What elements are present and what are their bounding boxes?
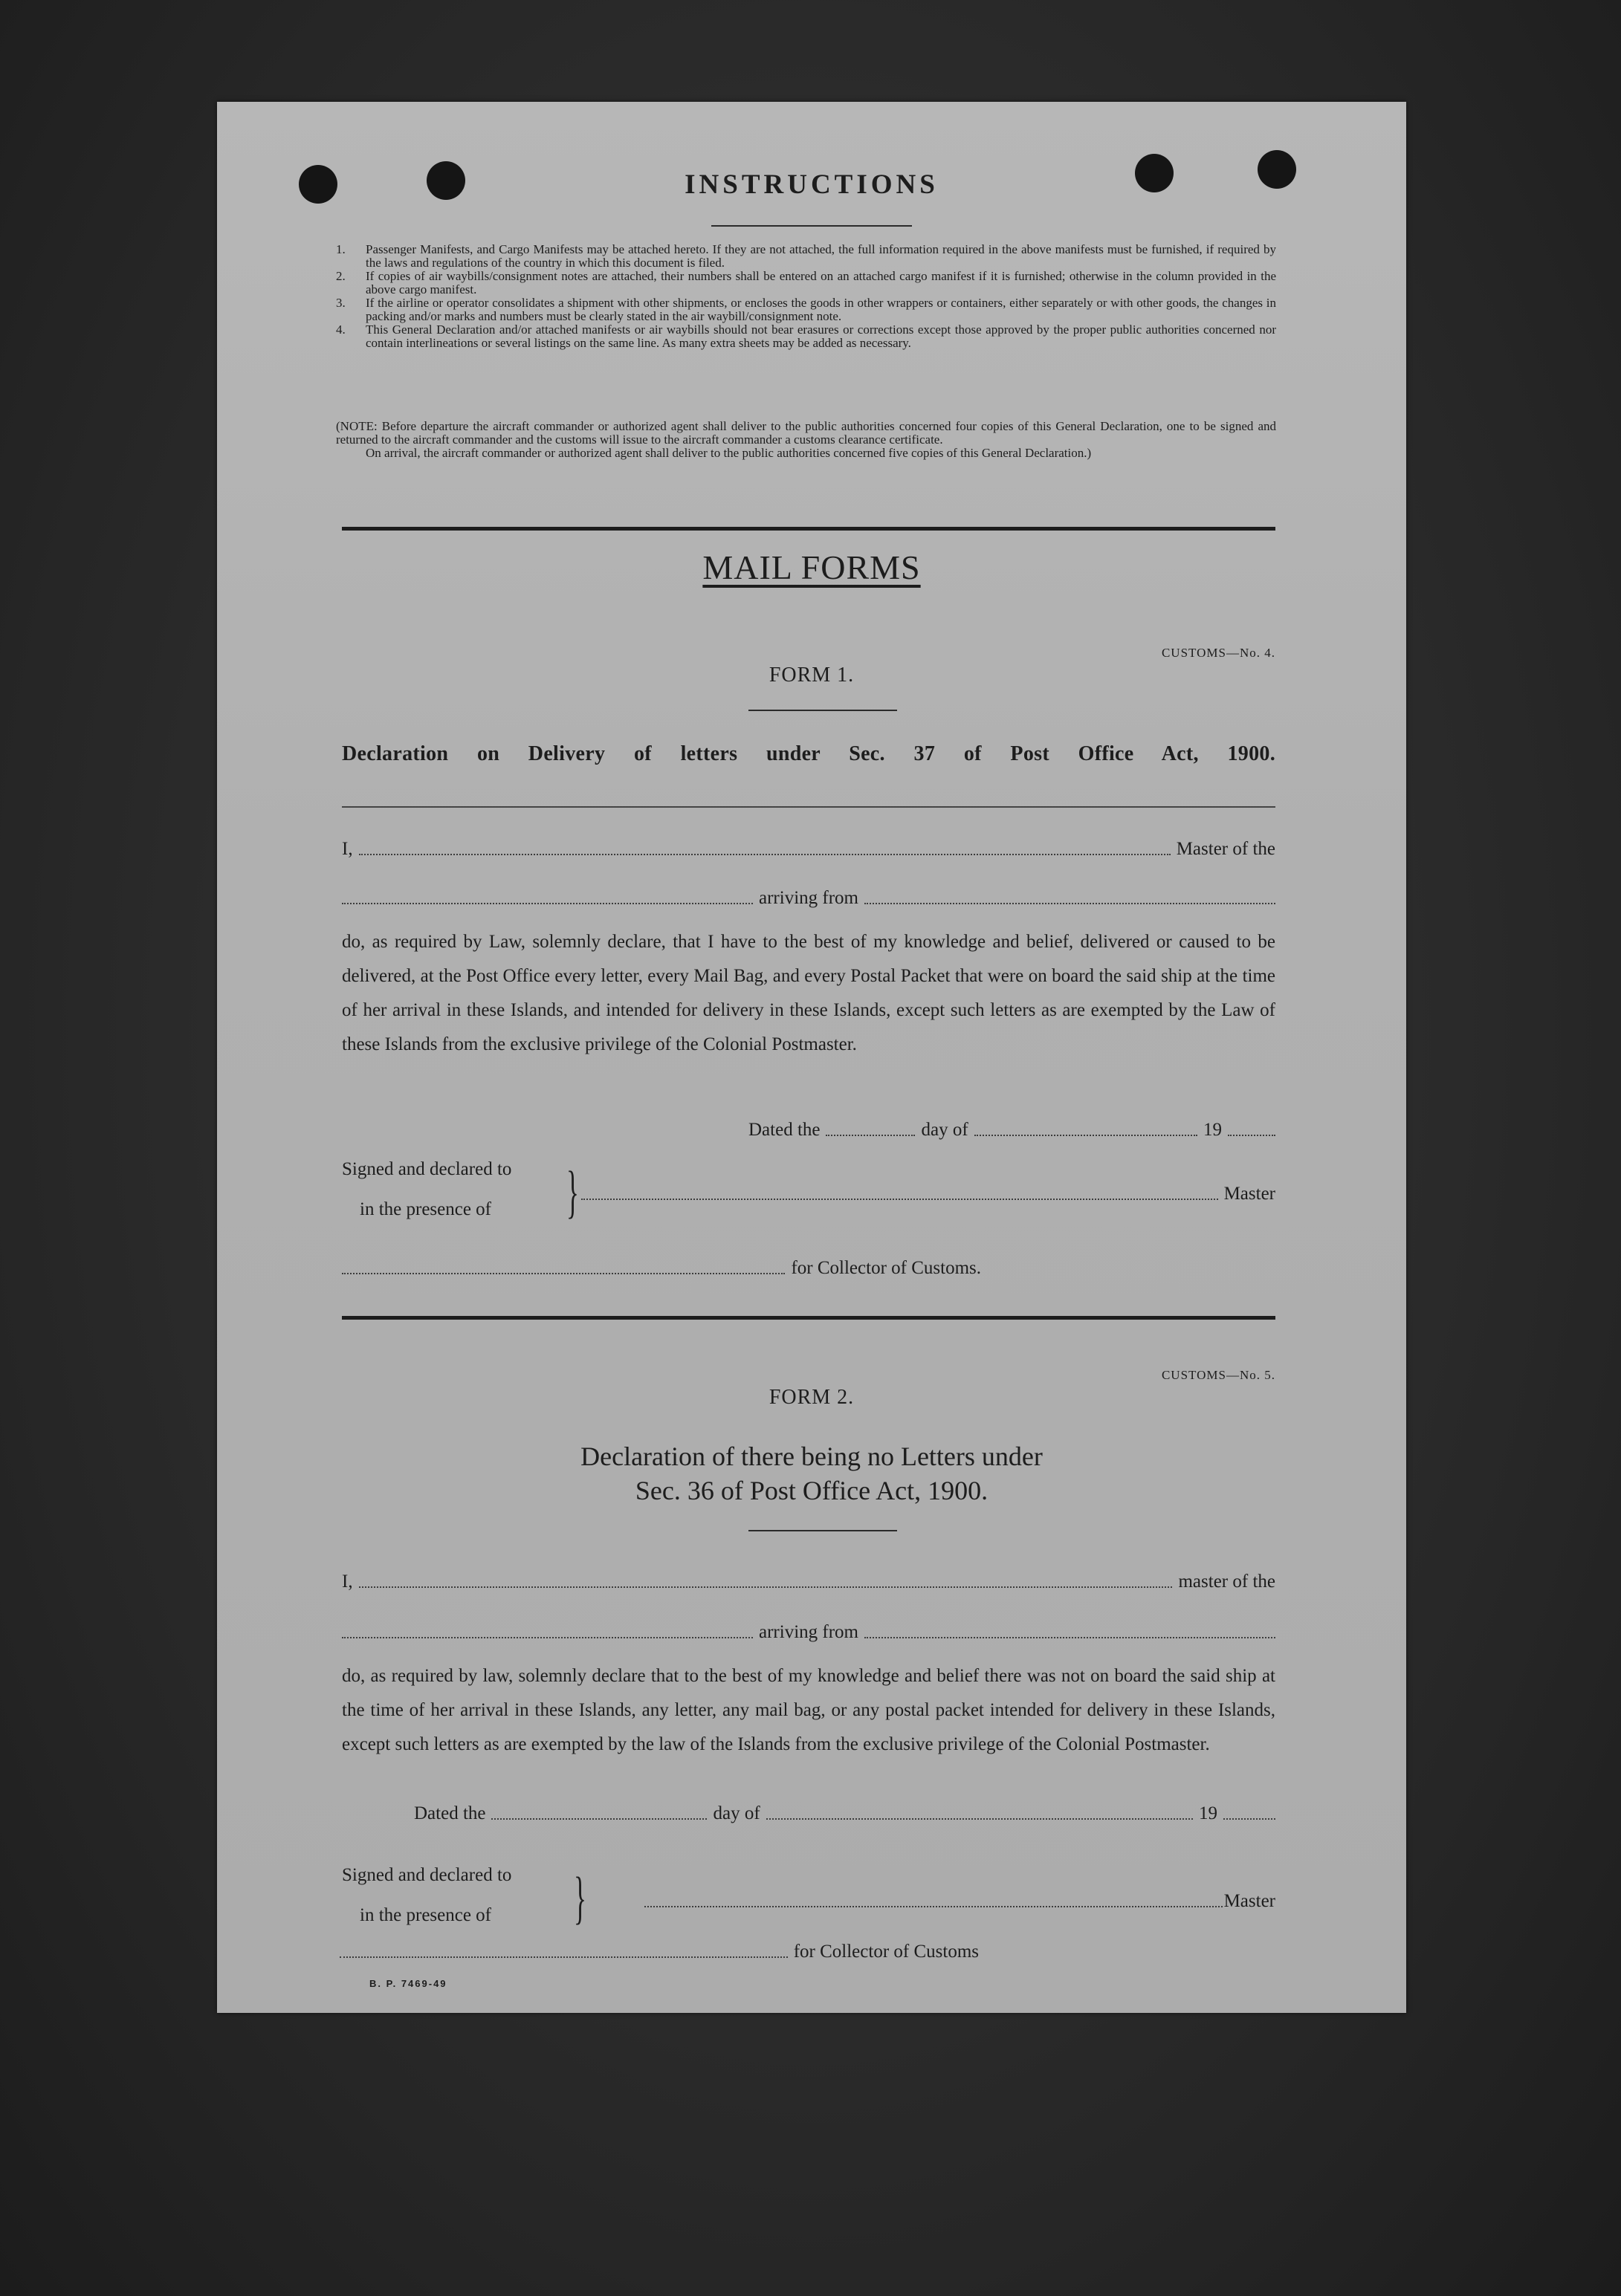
- form2-for-collector: for Collector of Customs: [793, 1942, 979, 1962]
- form2-master-label: Master: [1223, 1891, 1275, 1911]
- form2-name-field[interactable]: [359, 1586, 1173, 1588]
- form1-signed-line2: in the presence of: [360, 1199, 492, 1219]
- form1-ship-field[interactable]: [342, 903, 753, 904]
- document-page: [217, 102, 1406, 2013]
- instructions-note: [336, 420, 1276, 460]
- form1-collector-line: [342, 1258, 981, 1279]
- form1-signed-block: [342, 1149, 511, 1230]
- form2-arriving-from: arriving from: [759, 1622, 858, 1642]
- form1-name-field[interactable]: [359, 854, 1171, 855]
- form1-master-signature-field[interactable]: [581, 1199, 1218, 1200]
- form2-day-of: day of: [713, 1803, 760, 1823]
- form1-year-prefix: 19: [1203, 1120, 1222, 1140]
- form2-ship-line: [342, 1622, 1275, 1643]
- title-underline: [711, 225, 912, 227]
- mail-forms-title: MAIL FORMS: [702, 548, 921, 586]
- note-paragraph: On arrival, the aircraft commander or authorized agent shall deliver to the public authorities concerned five copies of this General Declaration.): [366, 446, 1092, 460]
- footer-print-code: B. P. 7469-49: [369, 1978, 447, 1989]
- form1-declaration-heading: Declaration on Delivery of letters under Sec. 37 of Post Office Act, 1900.: [342, 742, 1275, 765]
- instruction-item: 3. If the airline or operator consolidates a shipment with other shipments, or encloses the goods in other wrappers or containers, either separately or with other goods, the changes in packing and/or marks and numbers must be clearly stated in the air waybill/consignment note.: [336, 296, 1276, 323]
- form2-date-line: [414, 1803, 1275, 1824]
- form2-signed-line1: Signed and declared to: [342, 1865, 512, 1885]
- form2-month-field[interactable]: [766, 1818, 1193, 1820]
- form2-collector-line: [340, 1942, 979, 1962]
- form2-brace: }: [574, 1865, 586, 1930]
- form2-name-line: [342, 1572, 1275, 1592]
- instruction-item: 4. This General Declaration and/or attached manifests or air waybills should not bear erasures or corrections except those approved by the proper public authorities concerned nor contain interlineations or several listings on the same line. As many extra sheets may be added as necessary.: [336, 322, 1276, 350]
- form2-day-field[interactable]: [491, 1818, 707, 1820]
- form2-master-of-the: master of the: [1178, 1572, 1275, 1592]
- form1-master-label: Master: [1223, 1184, 1275, 1204]
- form2-i-label: I,: [342, 1572, 353, 1592]
- form2-title: FORM 2.: [769, 1386, 855, 1409]
- form1-day-of: day of: [921, 1120, 968, 1140]
- form1-title: FORM 1.: [769, 664, 855, 687]
- form1-for-collector: for Collector of Customs.: [791, 1258, 981, 1278]
- form1-i-label: I,: [342, 839, 353, 859]
- section-divider: [342, 527, 1275, 531]
- instructions-title: INSTRUCTIONS: [685, 169, 939, 200]
- form1-master-line: [581, 1184, 1275, 1204]
- form2-year-prefix: 19: [1199, 1803, 1217, 1823]
- form2-master-line: [644, 1891, 1275, 1912]
- form1-collector-signature-field[interactable]: [342, 1273, 785, 1274]
- form1-ship-line: [342, 888, 1275, 909]
- form2-declaration-line1: Declaration of there being no Letters under: [580, 1442, 1043, 1471]
- form2-title-underline: [748, 1530, 897, 1531]
- instructions-list: [336, 243, 1276, 350]
- form-divider: [342, 1316, 1275, 1320]
- form2-declaration-body: do, as required by law, solemnly declare that to the best of my knowledge and belief there was not on board the said ship at the time of her arrival in these Islands, any letter, any mail bag, or any postal packet intended for delivery in these Islands, except such letters as are exempted by the law of the Islands from the exclusive privilege of the Colonial Postmaster.: [342, 1666, 1275, 1754]
- form1-brace: }: [566, 1159, 579, 1224]
- form1-title-underline: [748, 710, 897, 711]
- form2-year-field[interactable]: [1223, 1818, 1275, 1820]
- form2-ship-field[interactable]: [342, 1637, 753, 1638]
- form1-arriving-from: arriving from: [759, 888, 858, 908]
- form1-heading-rule: [342, 806, 1275, 808]
- form2-declaration-heading: [217, 1439, 1406, 1508]
- form1-customs-number: CUSTOMS—No. 4.: [1161, 646, 1275, 660]
- form1-signed-line1: Signed and declared to: [342, 1159, 512, 1179]
- form1-date-line: [748, 1120, 1275, 1141]
- form2-collector-signature-field[interactable]: [340, 1956, 788, 1958]
- form1-year-field[interactable]: [1228, 1135, 1275, 1136]
- form1-origin-field[interactable]: [864, 903, 1275, 904]
- note-paragraph: (NOTE: Before departure the aircraft commander or authorized agent shall deliver to the public authorities concerned four copies of this General Declaration, one to be signed and returned to the aircraft commander and the customs will issue to the aircraft commander a customs clearance certificate.: [336, 419, 1276, 447]
- form2-origin-field[interactable]: [864, 1637, 1275, 1638]
- form2-customs-number: CUSTOMS—No. 5.: [1161, 1368, 1275, 1382]
- form1-declaration-body: do, as required by Law, solemnly declare, that I have to the best of my knowledge and belief, delivered or caused to be delivered, at the Post Office every letter, every Mail Bag, and every Postal Packet that were on board the said ship at the time of her arrival in these Islands, and intended for delivery in these Islands, except such letters as are exempted by the Law of these Islands from the exclusive privilege of the Colonial Postmaster.: [342, 932, 1275, 1054]
- form2-signed-line2: in the presence of: [360, 1905, 492, 1925]
- form2-signed-block: [342, 1855, 511, 1936]
- instruction-item: 2. If copies of air waybills/consignment notes are attached, their numbers shall be entered on an attached cargo manifest if it is furnished; otherwise in the column provided in the above cargo manifest.: [336, 269, 1276, 296]
- form2-master-signature-field[interactable]: [644, 1906, 1223, 1907]
- form2-declaration-line2: Sec. 36 of Post Office Act, 1900.: [635, 1476, 989, 1505]
- form1-dated-the: Dated the: [748, 1120, 821, 1140]
- form1-month-field[interactable]: [974, 1135, 1197, 1136]
- form1-name-line: [342, 839, 1275, 860]
- form2-dated-the: Dated the: [414, 1803, 486, 1823]
- instruction-item: 1. Passenger Manifests, and Cargo Manifests may be attached hereto. If they are not attached, the full information required in the above manifests must be furnished, if required by the laws and regulations of the country in which this document is filed.: [336, 242, 1276, 270]
- form1-master-of-the: Master of the: [1176, 839, 1275, 859]
- form1-day-field[interactable]: [826, 1135, 915, 1136]
